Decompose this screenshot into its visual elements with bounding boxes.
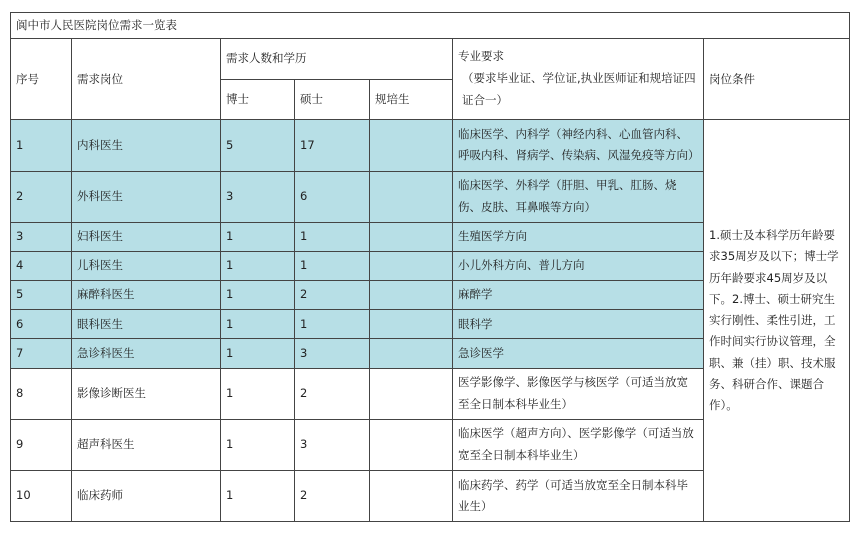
row-resident xyxy=(370,310,453,339)
header-condition: 岗位条件 xyxy=(704,39,850,120)
row-phd: 5 xyxy=(221,120,295,171)
row-major: 医学影像学、影像医学与核医学（可适当放宽至全日制本科毕业生） xyxy=(453,368,704,419)
row-resident xyxy=(370,470,453,521)
row-resident xyxy=(370,368,453,419)
row-major: 麻醉学 xyxy=(453,281,704,310)
header-major-title: 专业要求 xyxy=(458,49,504,64)
header-seq: 序号 xyxy=(11,39,72,120)
row-post: 内科医生 xyxy=(72,120,221,171)
row-post: 麻醉科医生 xyxy=(72,281,221,310)
row-seq: 2 xyxy=(11,171,72,222)
row-master: 2 xyxy=(295,368,370,419)
row-phd: 1 xyxy=(221,339,295,368)
row-resident xyxy=(370,120,453,171)
row-post: 影像诊断医生 xyxy=(72,368,221,419)
row-major: 临床药学、药学（可适当放宽至全日制本科毕业生） xyxy=(453,470,704,521)
row-post: 急诊科医生 xyxy=(72,339,221,368)
row-resident xyxy=(370,251,453,280)
header-count-edu: 需求人数和学历 xyxy=(221,39,453,80)
row-major: 眼科学 xyxy=(453,310,704,339)
header-major-note: （要求毕业证、学位证,执业医师证和规培证四证合一） xyxy=(462,71,696,108)
row-master: 1 xyxy=(295,310,370,339)
row-master: 17 xyxy=(295,120,370,171)
row-resident xyxy=(370,339,453,368)
header-phd: 博士 xyxy=(221,79,295,120)
row-seq: 1 xyxy=(11,120,72,171)
row-post: 临床药师 xyxy=(72,470,221,521)
row-major: 生殖医学方向 xyxy=(453,222,704,251)
row-seq: 7 xyxy=(11,339,72,368)
row-master: 6 xyxy=(295,171,370,222)
header-master: 硕士 xyxy=(295,79,370,120)
header-resident: 规培生 xyxy=(370,79,453,120)
row-master: 3 xyxy=(295,339,370,368)
recruitment-table xyxy=(10,12,850,522)
row-phd: 1 xyxy=(221,368,295,419)
row-phd: 1 xyxy=(221,281,295,310)
row-phd: 1 xyxy=(221,310,295,339)
row-resident xyxy=(370,419,453,470)
row-resident xyxy=(370,222,453,251)
row-seq: 8 xyxy=(11,368,72,419)
row-major: 临床医学（超声方向）、医学影像学（可适当放宽至全日制本科毕业生） xyxy=(453,419,704,470)
row-master: 1 xyxy=(295,222,370,251)
row-master: 1 xyxy=(295,251,370,280)
post-conditions: 1.硕士及本科学历年龄要求35周岁及以下；博士学历年龄要求45周岁及以下。2.博士、硕士研究生实行刚性、柔性引进，工作时间实行协议管理，全职、兼（挂）职、技术服务、科研合作、课题合作）。 xyxy=(704,120,850,522)
row-seq: 4 xyxy=(11,251,72,280)
row-post: 外科医生 xyxy=(72,171,221,222)
row-seq: 6 xyxy=(11,310,72,339)
row-major: 小儿外科方向、普儿方向 xyxy=(453,251,704,280)
row-seq: 5 xyxy=(11,281,72,310)
row-seq: 9 xyxy=(11,419,72,470)
row-resident xyxy=(370,171,453,222)
row-master: 2 xyxy=(295,281,370,310)
row-resident xyxy=(370,281,453,310)
table-row xyxy=(11,120,850,171)
row-seq: 10 xyxy=(11,470,72,521)
header-post: 需求岗位 xyxy=(72,39,221,120)
row-post: 儿科医生 xyxy=(72,251,221,280)
row-phd: 1 xyxy=(221,222,295,251)
row-phd: 1 xyxy=(221,419,295,470)
row-major: 急诊医学 xyxy=(453,339,704,368)
row-post: 妇科医生 xyxy=(72,222,221,251)
row-phd: 1 xyxy=(221,251,295,280)
row-post: 超声科医生 xyxy=(72,419,221,470)
row-major: 临床医学、内科学（神经内科、心血管内科、呼吸内科、肾病学、传染病、风湿免疫等方向） xyxy=(453,120,704,171)
row-phd: 3 xyxy=(221,171,295,222)
row-seq: 3 xyxy=(11,222,72,251)
row-master: 2 xyxy=(295,470,370,521)
row-major: 临床医学、外科学（肝胆、甲乳、肛肠、烧伤、皮肤、耳鼻喉等方向） xyxy=(453,171,704,222)
row-post: 眼科医生 xyxy=(72,310,221,339)
header-major xyxy=(453,39,704,120)
table-title: 阆中市人民医院岗位需求一览表 xyxy=(11,13,850,39)
row-master: 3 xyxy=(295,419,370,470)
row-phd: 1 xyxy=(221,470,295,521)
